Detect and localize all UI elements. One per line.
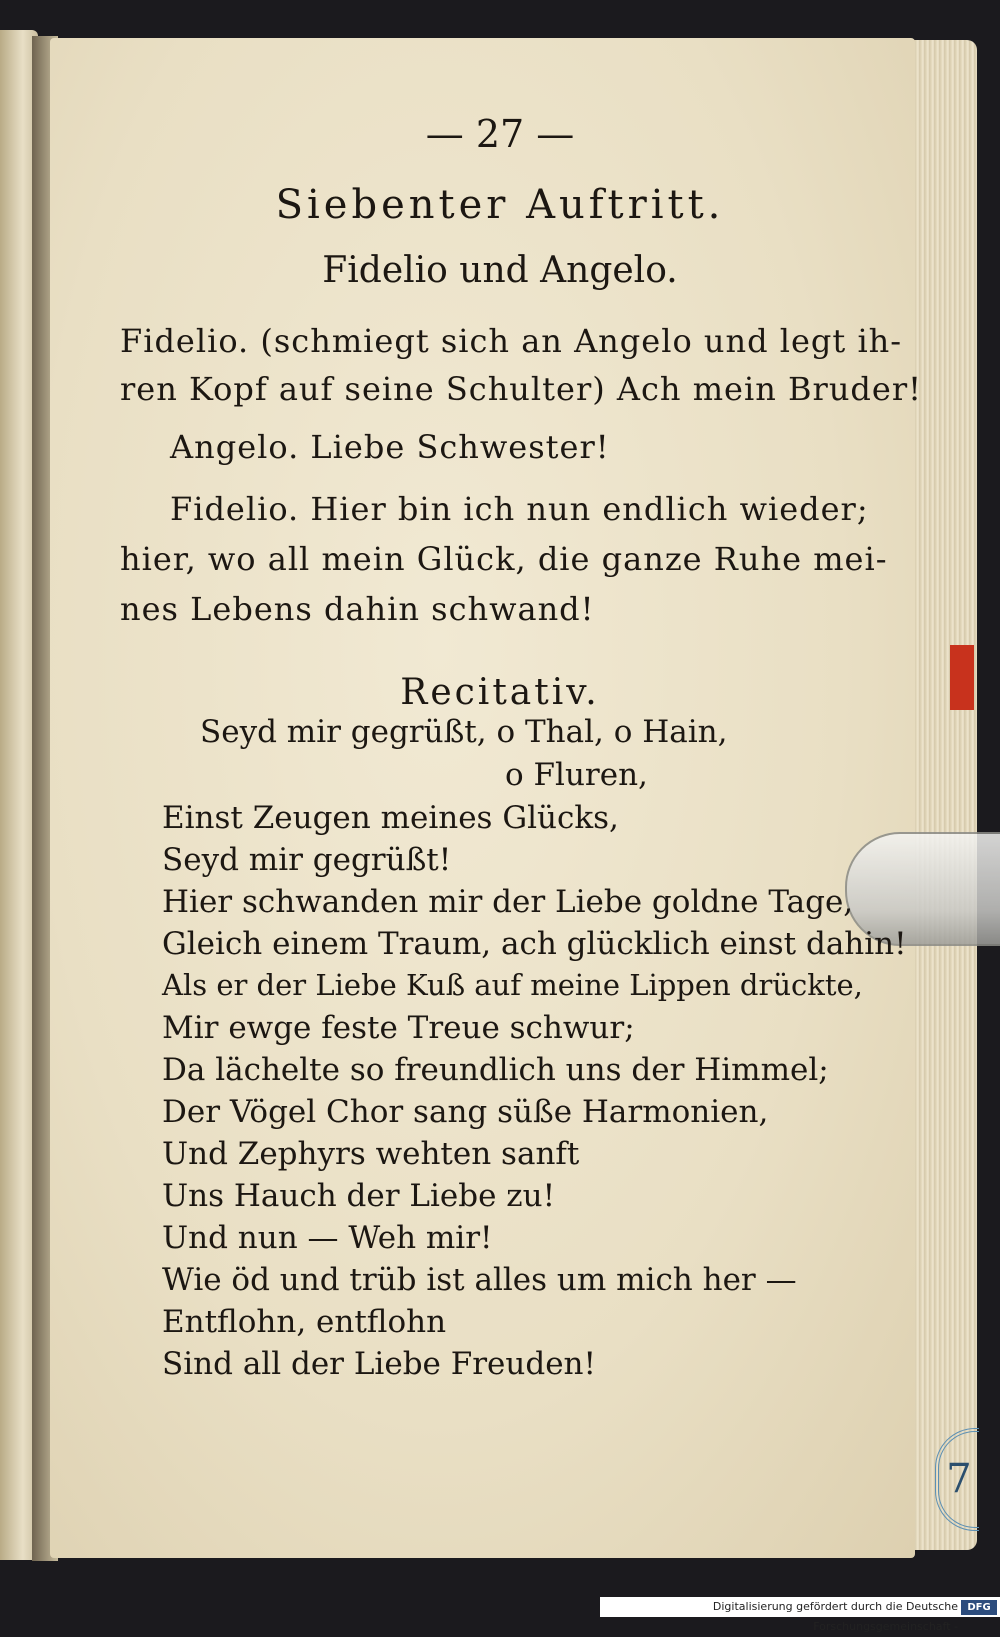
verse-line: Sind all der Liebe Freuden! [162, 1346, 596, 1382]
verse-line: Da lächelte so freundlich uns der Himmel; [162, 1052, 829, 1088]
verse-line: Hier schwanden mir der Liebe goldne Tage, [162, 884, 854, 920]
prose-line: Fidelio. Hier bin ich nun endlich wieder; [170, 490, 869, 528]
verse-line: Wie öd und trüb ist alles um mich her — [162, 1262, 797, 1298]
scene-persons: Fidelio und Angelo. [322, 250, 678, 291]
prose-line: ren Kopf auf seine Schulter) Ach mein Bruder! [120, 370, 922, 408]
recitativ-heading: Recitativ. [400, 672, 600, 713]
prose-line: nes Lebens dahin schwand! [120, 590, 595, 628]
digitization-credit: Digitalisierung gefördert durch die Deutsche Forschungsgemeinschaft - [600, 1597, 1000, 1617]
verse-line: Gleich einem Traum, ach glücklich einst dahin! [162, 926, 907, 962]
page-number: — 27 — [425, 112, 575, 156]
library-stamp: 7 [935, 1428, 979, 1531]
verse-line: Seyd mir gegrüßt, o Thal, o Hain, [200, 714, 728, 750]
prose-line: Fidelio. (schmiegt sich an Angelo und legt ih- [120, 322, 903, 360]
verse-line: Einst Zeugen meines Glücks, [162, 800, 619, 836]
verse-line: Entflohn, entflohn [162, 1304, 447, 1340]
verse-line: Seyd mir gegrüßt! [162, 842, 452, 878]
verse-line: Und Zephyrs wehten sanft [162, 1136, 580, 1172]
verse-line: Mir ewge feste Treue schwur; [162, 1010, 635, 1046]
verse-line: Der Vögel Chor sang süße Harmonien, [162, 1094, 769, 1130]
prose-line: hier, wo all mein Glück, die ganze Ruhe mei- [120, 540, 888, 578]
verse-line: Und nun — Weh mir! [162, 1220, 493, 1256]
dfg-logo: DFG [961, 1600, 997, 1615]
scene-title: Siebenter Auftritt. [275, 182, 725, 228]
verse-line: o Fluren, [505, 757, 648, 793]
prose-line: Angelo. Liebe Schwester! [170, 428, 610, 466]
verse-line: Uns Hauch der Liebe zu! [162, 1178, 556, 1214]
verse-line: Als er der Liebe Kuß auf meine Lippen drückte, [162, 968, 863, 1002]
